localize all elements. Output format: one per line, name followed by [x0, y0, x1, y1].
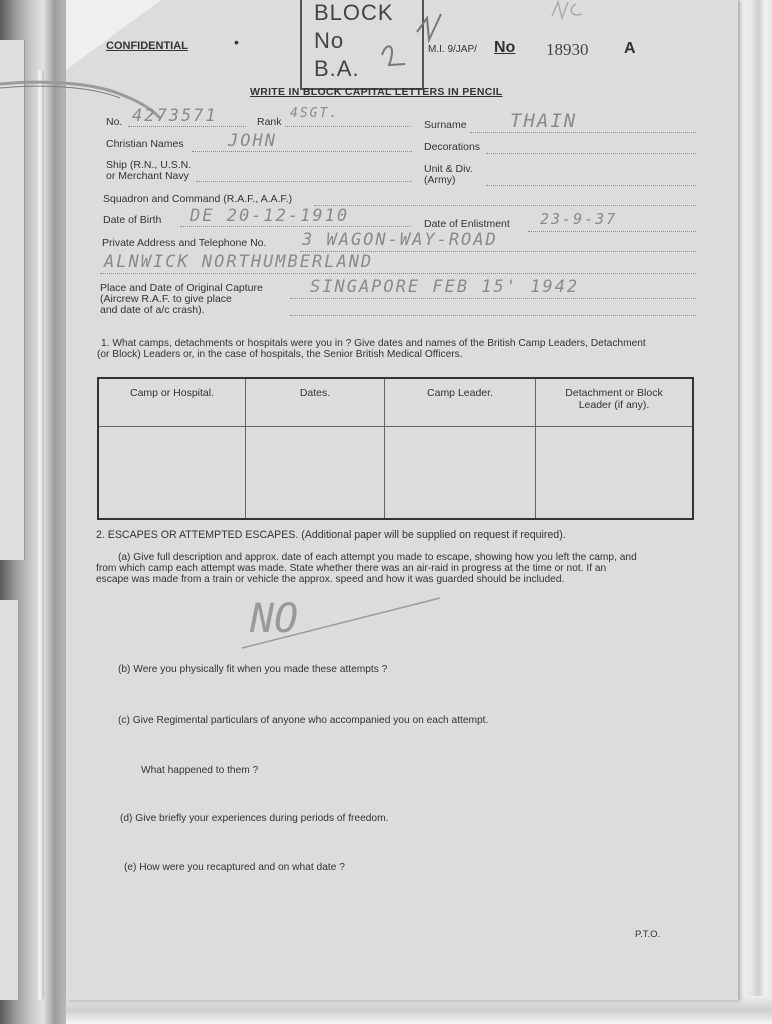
- pto-label: P.T.O.: [635, 929, 661, 940]
- surname-label: Surname: [424, 119, 467, 131]
- page-fold: [66, 0, 161, 70]
- q2e-text: (e) How were you recaptured and on what date ?: [124, 862, 345, 873]
- dotted-rule: [486, 185, 696, 186]
- dotted-rule: [180, 226, 410, 227]
- stamp-line-2: No: [314, 28, 345, 53]
- answer-text: NO: [250, 596, 299, 642]
- handwritten-answer: [240, 592, 450, 652]
- address-value-line-2: ALNWICK NORTHUMBERLAND: [104, 252, 374, 272]
- enlistment-label: Date of Enlistment: [424, 218, 510, 230]
- camps-table-header: [98, 378, 693, 427]
- capture-label-2: (Aircrew R.A.F. to give place: [100, 293, 232, 305]
- dotted-rule: [192, 151, 412, 152]
- dotted-rule: [486, 153, 696, 154]
- dob-label: Date of Birth: [103, 214, 162, 226]
- capture-label-3: and date of a/c crash).: [100, 304, 205, 316]
- q2c-text: (c) Give Regimental particulars of anyone who accompanied you on each attempt.: [118, 715, 489, 726]
- decorations-label: Decorations: [424, 141, 481, 153]
- surname-value: THAIN: [510, 110, 578, 132]
- christian-names-value: JOHN: [228, 131, 277, 151]
- q2d-text: (d) Give briefly your experiences during periods of freedom.: [120, 813, 389, 824]
- page-edge-right: [738, 0, 772, 1024]
- binder-spine: [36, 70, 44, 1000]
- binder-tab: [0, 600, 19, 1000]
- camps-table: [97, 377, 694, 520]
- capture-value: SINGAPORE FEB 15' 1942: [310, 277, 580, 297]
- corner-scribble: [548, 0, 628, 24]
- block-stamp: [300, 0, 424, 90]
- q2a-line-2: from which camp each attempt was made. State whether there was an air-raid in progress at the time or not. If an: [96, 563, 607, 574]
- table-cell: [246, 427, 385, 520]
- ship-label-1: Ship (R.N., U.S.N.: [106, 159, 192, 171]
- dotted-rule: [196, 181, 412, 182]
- page-edge-bottom: [66, 996, 772, 1024]
- squadron-label: Squadron and Command (R.A.F., A.A.F.): [103, 193, 293, 205]
- unit-label-2: (Army): [424, 174, 456, 186]
- q2a-line-3: escape was made from a train or vehicle the approx. speed and how it was guarded should be included.: [96, 574, 565, 585]
- unit-label-1: Unit & Div.: [424, 163, 473, 175]
- table-cell: [385, 427, 536, 520]
- table-cell: [98, 427, 246, 520]
- column-header: Dates.: [246, 378, 385, 427]
- column-header: Camp Leader.: [385, 378, 536, 427]
- dotted-rule: [314, 205, 696, 206]
- column-header: Camp or Hospital.: [98, 378, 246, 427]
- answer-strike: [240, 592, 450, 652]
- stamp-line-3: B.A.: [314, 56, 360, 81]
- ship-label-2: or Merchant Navy: [106, 170, 189, 182]
- form-reference: M.I. 9/JAP/: [428, 44, 477, 55]
- address-label: Private Address and Telephone No.: [102, 237, 267, 249]
- confidential-label: CONFIDENTIAL: [106, 40, 188, 52]
- table-cell: [536, 427, 694, 520]
- address-value-line-1: 3 WAGON-WAY-ROAD: [302, 230, 498, 250]
- column-header: Detachment or Block Leader (if any).: [536, 378, 694, 427]
- dob-value: DE 20-12-1910: [190, 206, 350, 226]
- table-row: [98, 427, 693, 520]
- q1-text-line-2: (or Block) Leaders or, in the case of hospitals, the Senior British Medical Officers.: [97, 349, 463, 360]
- enlistment-value: 23-9-37: [540, 210, 618, 228]
- dotted-rule: [100, 273, 696, 274]
- dotted-rule: [290, 315, 696, 316]
- q2c-followup-text: What happened to them ?: [141, 765, 259, 776]
- christian-names-label: Christian Names: [106, 138, 184, 150]
- dotted-rule: [528, 231, 696, 232]
- stamp-line-1: BLOCK: [314, 0, 394, 25]
- dot-mark: •: [234, 34, 239, 50]
- dotted-rule: [290, 298, 696, 299]
- q2a-line-1: (a) Give full description and approx. date of each attempt you made to escape, showing how you left the camp, and: [118, 552, 637, 563]
- rank-label: Rank: [257, 116, 282, 128]
- service-number-value: 4273571: [132, 106, 218, 126]
- number-label: No: [494, 39, 516, 56]
- no-label: No.: [106, 116, 123, 128]
- serial-number: 18930: [546, 40, 589, 59]
- capture-label-1: Place and Date of Original Capture: [100, 282, 263, 294]
- dotted-rule: [128, 126, 246, 127]
- dotted-rule: [285, 126, 410, 127]
- serial-suffix: A: [624, 40, 636, 57]
- q2-title: 2. ESCAPES OR ATTEMPTED ESCAPES. (Additional paper will be supplied on request if required).: [96, 529, 566, 541]
- rank-value: 4SGT.: [290, 106, 340, 121]
- instruction-heading: WRITE IN BLOCK CAPITAL LETTERS IN PENCIL: [250, 86, 503, 98]
- q2b-text: (b) Were you physically fit when you made these attempts ?: [118, 664, 388, 675]
- dotted-rule: [470, 132, 696, 133]
- q1-text-line-1: 1. What camps, detachments or hospitals were you in ? Give dates and names of the British Camp Leaders, Detachment: [101, 338, 646, 349]
